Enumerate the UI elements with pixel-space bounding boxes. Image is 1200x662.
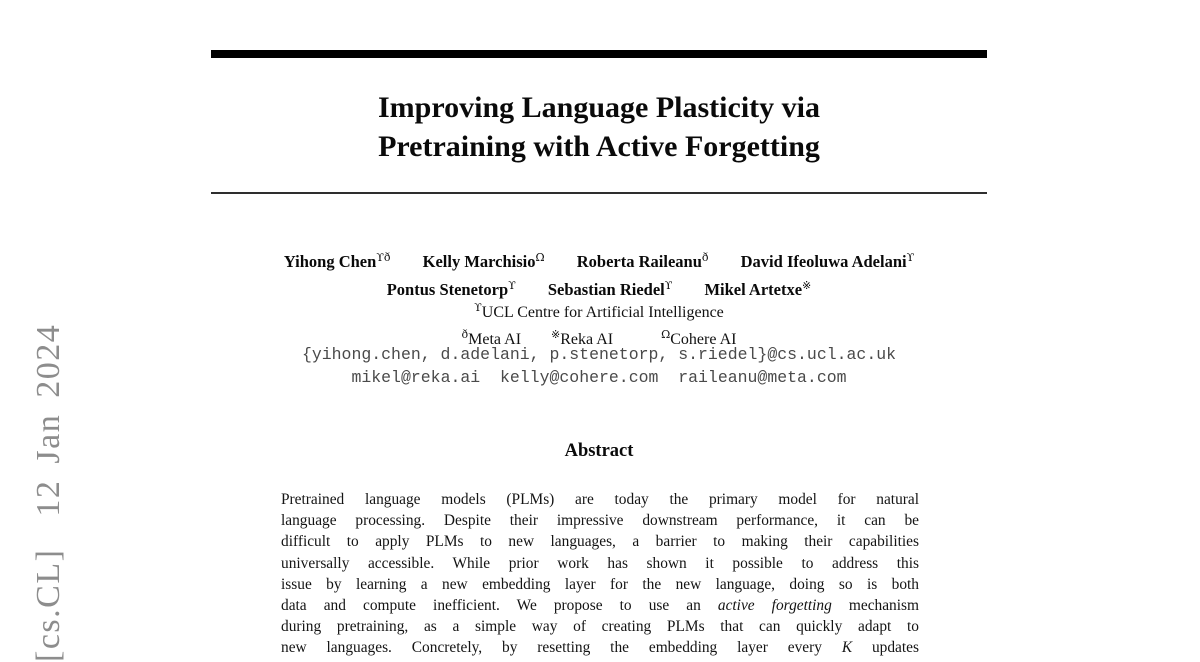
abstract-text-italic: active forgetting <box>717 596 832 614</box>
contact-emails <box>211 343 987 389</box>
email-line-other: mikel@reka.ai kelly@cohere.com raileanu@meta.com <box>351 368 847 387</box>
affiliation-mark: ð <box>461 328 469 341</box>
abstract-heading: Abstract <box>564 441 634 461</box>
author-affiliation-mark: ※ <box>802 279 812 292</box>
abstract-text: Pretrained language models (PLMs) are today the primary model for natural <box>281 491 919 508</box>
title-rule <box>211 192 987 194</box>
affiliation-name: UCL Centre for Artificial Intelligence <box>481 304 724 321</box>
author-name: Yihong Chen <box>283 252 377 271</box>
author-name: Sebastian Riedel <box>547 280 665 299</box>
paper-title-line1: Improving Language Plasticity via <box>378 91 820 124</box>
abstract-line <box>281 595 919 616</box>
paper-title <box>211 88 987 166</box>
abstract-text: issue by learning a new embedding layer for the new language, doing so is both <box>281 575 919 593</box>
abstract-text: updates <box>852 639 919 657</box>
abstract-line <box>281 510 919 531</box>
affiliation-mark: ϒ <box>474 301 482 314</box>
author-affiliation-mark: ð <box>701 251 709 264</box>
abstract-text: language processing. Despite their impressive downstream performance, it can be <box>281 512 919 530</box>
affiliation-row-1 <box>211 297 987 324</box>
abstract-line <box>281 489 919 510</box>
abstract-line <box>281 531 919 552</box>
abstract-text: new languages. Concretely, by resetting the embedding layer every <box>281 639 842 657</box>
affiliation-mark: Ω <box>661 328 671 341</box>
abstract-text-italic: K <box>841 639 853 657</box>
abstract-text: difficult to apply PLMs to new languages, a barrier to making their capabilities <box>281 533 919 551</box>
abstract-text: during pretraining, as a simple way of creating PLMs that can quickly adapt to <box>281 618 919 636</box>
author-affiliation-mark: ϒ <box>664 279 673 292</box>
abstract-line <box>281 574 919 595</box>
abstract-text: mechanism <box>831 596 919 614</box>
email-line-ucl: {yihong.chen, d.adelani, p.stenetorp, s.riedel}@cs.ucl.ac.uk <box>301 345 897 364</box>
affiliation-ucl <box>474 301 724 321</box>
abstract-line <box>281 553 919 574</box>
author-affiliation-mark: Ω <box>535 251 545 264</box>
paper-title-line2: Pretraining with Active Forgetting <box>378 130 820 163</box>
author-name: Mikel Artetxe <box>704 280 803 299</box>
affiliation-name: Cohere AI <box>670 331 737 348</box>
author-yihong-chen <box>284 252 391 271</box>
abstract-text: universally accessible. While prior work has shown it possible to address this <box>281 554 919 572</box>
author-kelly-marchisio <box>423 252 545 271</box>
affiliation-mark: ※ <box>551 328 561 341</box>
author-roberta-raileanu <box>577 252 709 271</box>
affiliation-name: Reka AI <box>560 331 614 348</box>
abstract-body <box>281 489 919 659</box>
author-name: David Ifeoluwa Adelani <box>740 252 907 271</box>
abstract-line <box>281 616 919 637</box>
abstract-text: data and compute inefficient. We propose to use an <box>281 596 718 614</box>
author-david-adelani <box>741 252 915 271</box>
author-name: Pontus Stenetorp <box>386 280 509 299</box>
author-name: Kelly Marchisio <box>422 252 536 271</box>
author-block <box>181 246 1017 302</box>
affiliation-name: Meta AI <box>468 331 522 348</box>
author-affiliation-mark: ϒ <box>906 251 915 264</box>
author-name: Roberta Raileanu <box>576 252 702 271</box>
arxiv-stamp: [cs.CL] 12 Jan 2024 <box>30 323 67 662</box>
author-row-1 <box>181 246 1017 274</box>
author-affiliation-mark: ϒ <box>508 279 516 292</box>
top-rule <box>211 50 987 58</box>
author-affiliation-mark: ϒð <box>376 251 391 264</box>
